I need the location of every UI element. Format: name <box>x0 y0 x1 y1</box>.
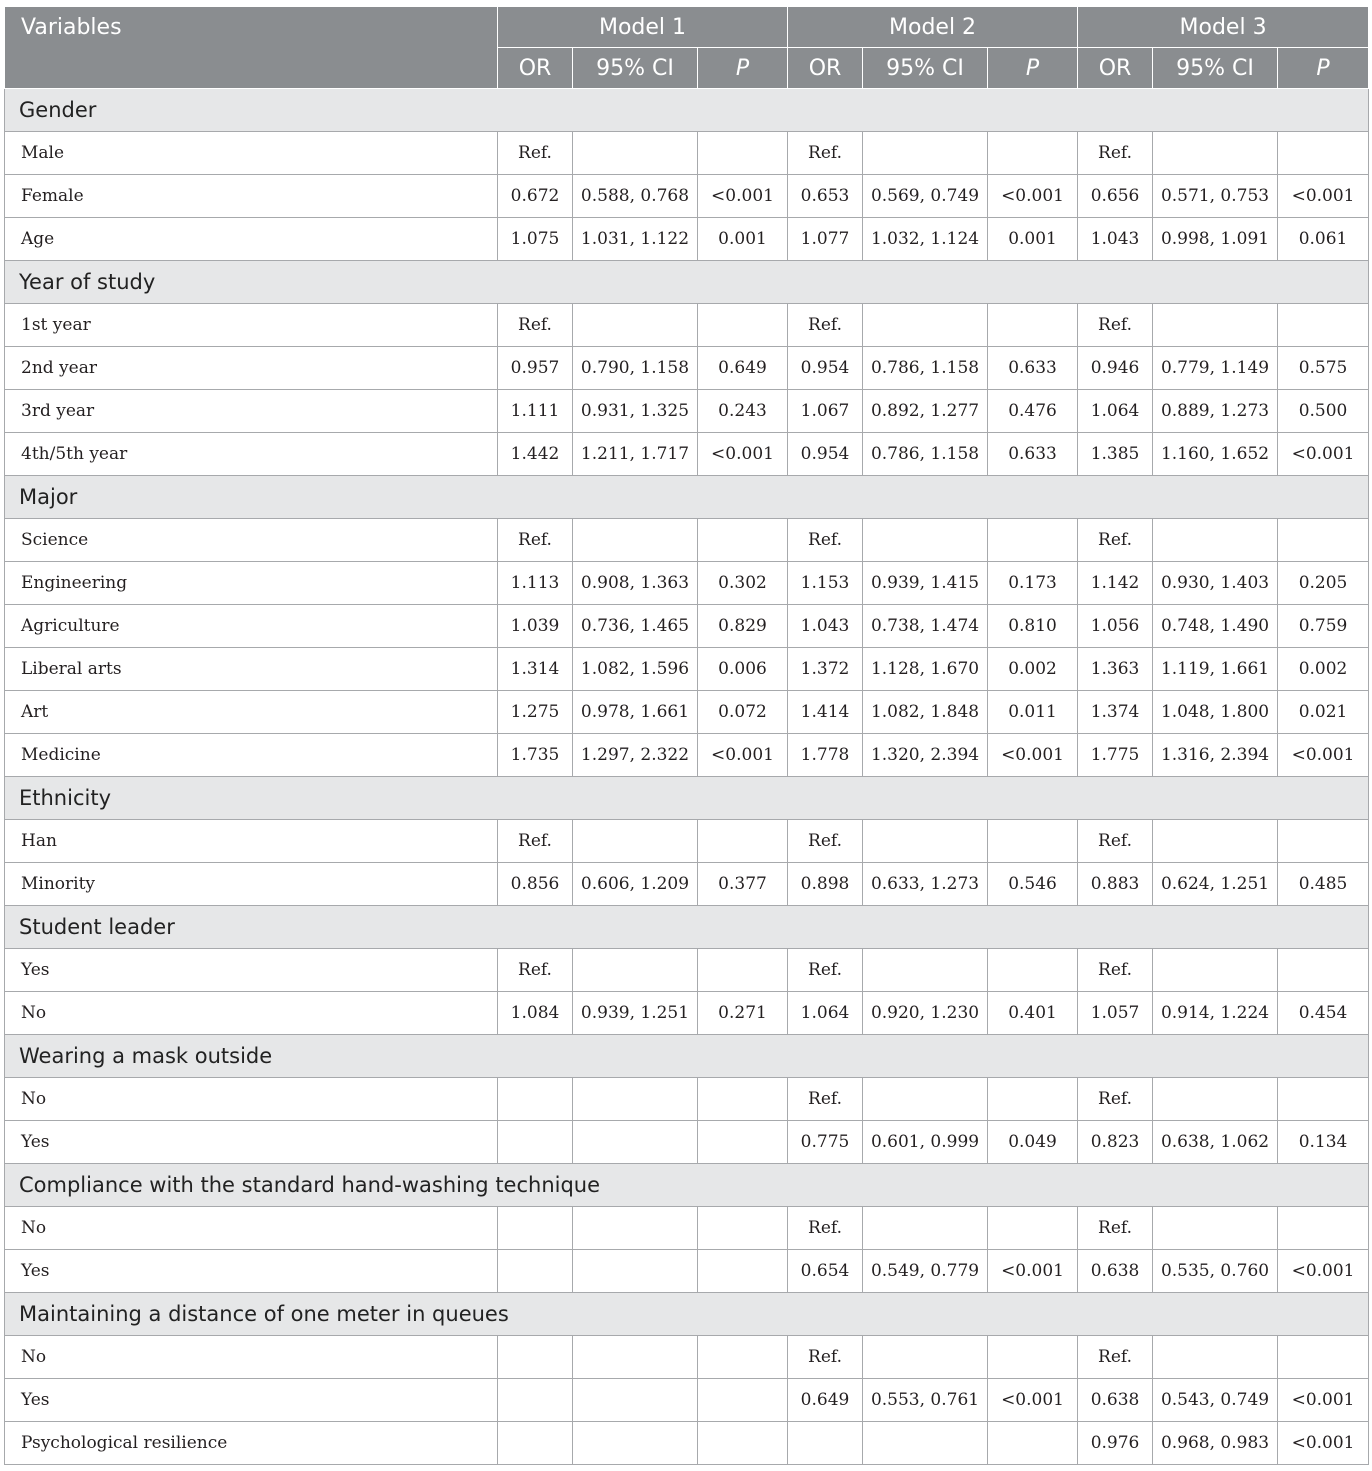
m1-or-cell: Ref. <box>498 132 573 175</box>
section-title: Year of study <box>5 261 1369 304</box>
m1-ci-cell <box>573 519 698 562</box>
m1-ci-cell: 1.211, 1.717 <box>573 433 698 476</box>
m3-ci-cell <box>1153 304 1278 347</box>
m1-p-cell: 0.829 <box>698 605 788 648</box>
m2-or-cell: 1.414 <box>788 691 863 734</box>
m1-p-cell <box>698 1121 788 1164</box>
m2-or-cell: Ref. <box>788 1207 863 1250</box>
m1-ci-cell: 0.978, 1.661 <box>573 691 698 734</box>
m2-or-cell: 0.649 <box>788 1379 863 1422</box>
m1-p-cell: <0.001 <box>698 175 788 218</box>
m1-p-cell: 0.243 <box>698 390 788 433</box>
table-row <box>5 562 1369 605</box>
m2-ci-cell: 0.786, 1.158 <box>863 347 988 390</box>
table-row <box>5 132 1369 175</box>
m2-ci-cell: 1.032, 1.124 <box>863 218 988 261</box>
table-row <box>5 304 1369 347</box>
m2-p-cell <box>988 949 1078 992</box>
header-row-models <box>5 7 1369 48</box>
m1-p-cell <box>698 132 788 175</box>
m1-ci-cell: 0.931, 1.325 <box>573 390 698 433</box>
m2-or-cell: 1.077 <box>788 218 863 261</box>
m2-or-cell: 0.775 <box>788 1121 863 1164</box>
variable-label: No <box>5 1207 498 1250</box>
section-header-row <box>5 1293 1369 1336</box>
m3-p-cell: 0.061 <box>1278 218 1369 261</box>
m3-ci-cell: 0.914, 1.224 <box>1153 992 1278 1035</box>
m2-p-cell <box>988 1207 1078 1250</box>
m3-or-cell: 1.385 <box>1078 433 1153 476</box>
table-row <box>5 648 1369 691</box>
variable-label: Art <box>5 691 498 734</box>
m2-p-cell: 0.401 <box>988 992 1078 1035</box>
m1-ci-cell <box>573 820 698 863</box>
m1-p-cell: 0.377 <box>698 863 788 906</box>
m1-or-cell: 1.735 <box>498 734 573 777</box>
m1-or-cell <box>498 1121 573 1164</box>
m3-or-cell: 0.976 <box>1078 1422 1153 1465</box>
table-row <box>5 218 1369 261</box>
section-header-row <box>5 906 1369 949</box>
m1-ci-cell <box>573 304 698 347</box>
section-header-row <box>5 1035 1369 1078</box>
header-ci: 95% CI <box>573 48 698 89</box>
table-row <box>5 1379 1369 1422</box>
m2-p-cell: 0.173 <box>988 562 1078 605</box>
m2-ci-cell: 0.569, 0.749 <box>863 175 988 218</box>
m3-or-cell: 0.656 <box>1078 175 1153 218</box>
m3-or-cell: 1.056 <box>1078 605 1153 648</box>
variable-label: Yes <box>5 949 498 992</box>
m2-ci-cell: 0.601, 0.999 <box>863 1121 988 1164</box>
variable-label: Han <box>5 820 498 863</box>
m2-p-cell: <0.001 <box>988 1250 1078 1293</box>
m1-ci-cell: 0.736, 1.465 <box>573 605 698 648</box>
header-or: OR <box>1078 48 1153 89</box>
m1-or-cell <box>498 1078 573 1121</box>
m1-ci-cell: 1.031, 1.122 <box>573 218 698 261</box>
m3-ci-cell <box>1153 519 1278 562</box>
m2-or-cell: Ref. <box>788 820 863 863</box>
m3-ci-cell: 1.160, 1.652 <box>1153 433 1278 476</box>
m3-p-cell: <0.001 <box>1278 1250 1369 1293</box>
m2-or-cell: Ref. <box>788 519 863 562</box>
table-row <box>5 1336 1369 1379</box>
m3-or-cell: Ref. <box>1078 519 1153 562</box>
m2-p-cell: <0.001 <box>988 734 1078 777</box>
m2-or-cell: 1.778 <box>788 734 863 777</box>
m1-or-cell <box>498 1422 573 1465</box>
m1-p-cell <box>698 519 788 562</box>
header-p: P <box>988 48 1078 89</box>
m2-p-cell: 0.001 <box>988 218 1078 261</box>
variable-label: Yes <box>5 1379 498 1422</box>
m1-or-cell: 1.275 <box>498 691 573 734</box>
m3-ci-cell <box>1153 1078 1278 1121</box>
m2-ci-cell: 0.786, 1.158 <box>863 433 988 476</box>
m1-p-cell: <0.001 <box>698 734 788 777</box>
variable-label: 3rd year <box>5 390 498 433</box>
m2-or-cell: 1.043 <box>788 605 863 648</box>
m1-p-cell: 0.302 <box>698 562 788 605</box>
variable-label: Medicine <box>5 734 498 777</box>
m3-p-cell: <0.001 <box>1278 1422 1369 1465</box>
m3-p-cell <box>1278 1336 1369 1379</box>
m3-p-cell: 0.500 <box>1278 390 1369 433</box>
m2-or-cell: Ref. <box>788 132 863 175</box>
variable-label: Minority <box>5 863 498 906</box>
m2-or-cell: 0.954 <box>788 347 863 390</box>
m2-or-cell: Ref. <box>788 304 863 347</box>
m1-or-cell: 1.314 <box>498 648 573 691</box>
m3-p-cell: <0.001 <box>1278 734 1369 777</box>
m1-p-cell <box>698 304 788 347</box>
m2-ci-cell <box>863 1207 988 1250</box>
m3-ci-cell <box>1153 820 1278 863</box>
m2-or-cell: Ref. <box>788 949 863 992</box>
table-row <box>5 992 1369 1035</box>
m3-p-cell <box>1278 304 1369 347</box>
m3-p-cell: 0.205 <box>1278 562 1369 605</box>
m1-or-cell <box>498 1207 573 1250</box>
m3-or-cell: Ref. <box>1078 304 1153 347</box>
m1-ci-cell: 0.939, 1.251 <box>573 992 698 1035</box>
m3-p-cell: <0.001 <box>1278 433 1369 476</box>
m2-ci-cell <box>863 519 988 562</box>
section-title: Major <box>5 476 1369 519</box>
m3-ci-cell <box>1153 1336 1278 1379</box>
m2-ci-cell: 0.549, 0.779 <box>863 1250 988 1293</box>
section-header-row <box>5 777 1369 820</box>
m2-ci-cell: 1.128, 1.670 <box>863 648 988 691</box>
variable-label: No <box>5 1336 498 1379</box>
m1-ci-cell: 0.790, 1.158 <box>573 347 698 390</box>
header-ci: 95% CI <box>1153 48 1278 89</box>
m1-or-cell: 1.113 <box>498 562 573 605</box>
variable-label: Yes <box>5 1250 498 1293</box>
m1-p-cell <box>698 820 788 863</box>
m2-p-cell: 0.002 <box>988 648 1078 691</box>
section-title: Wearing a mask outside <box>5 1035 1369 1078</box>
m1-or-cell: 1.075 <box>498 218 573 261</box>
m3-p-cell: 0.759 <box>1278 605 1369 648</box>
m3-p-cell: 0.002 <box>1278 648 1369 691</box>
m2-p-cell: <0.001 <box>988 1379 1078 1422</box>
m3-ci-cell <box>1153 1207 1278 1250</box>
m3-p-cell <box>1278 519 1369 562</box>
m2-ci-cell: 1.082, 1.848 <box>863 691 988 734</box>
m2-p-cell <box>988 1078 1078 1121</box>
m3-ci-cell: 1.048, 1.800 <box>1153 691 1278 734</box>
m3-or-cell: 0.638 <box>1078 1379 1153 1422</box>
m1-p-cell: 0.271 <box>698 992 788 1035</box>
m2-p-cell <box>988 1336 1078 1379</box>
section-title: Gender <box>5 89 1369 132</box>
m3-ci-cell: 0.535, 0.760 <box>1153 1250 1278 1293</box>
m2-ci-cell: 1.320, 2.394 <box>863 734 988 777</box>
m3-p-cell: <0.001 <box>1278 175 1369 218</box>
variable-label: Agriculture <box>5 605 498 648</box>
m1-ci-cell: 0.606, 1.209 <box>573 863 698 906</box>
m3-p-cell: 0.021 <box>1278 691 1369 734</box>
table-row <box>5 605 1369 648</box>
header-model-3: Model 3 <box>1078 7 1369 48</box>
m2-ci-cell: 0.920, 1.230 <box>863 992 988 1035</box>
m1-or-cell: Ref. <box>498 304 573 347</box>
section-title: Student leader <box>5 906 1369 949</box>
m3-or-cell: 0.638 <box>1078 1250 1153 1293</box>
table-row <box>5 949 1369 992</box>
m3-ci-cell <box>1153 949 1278 992</box>
m3-or-cell: 0.823 <box>1078 1121 1153 1164</box>
m1-ci-cell <box>573 1121 698 1164</box>
m1-or-cell: 0.672 <box>498 175 573 218</box>
m3-ci-cell: 0.543, 0.749 <box>1153 1379 1278 1422</box>
m1-p-cell: 0.649 <box>698 347 788 390</box>
m1-ci-cell <box>573 1336 698 1379</box>
m3-p-cell: 0.485 <box>1278 863 1369 906</box>
m3-or-cell: 0.946 <box>1078 347 1153 390</box>
variable-label: Engineering <box>5 562 498 605</box>
m1-ci-cell: 1.297, 2.322 <box>573 734 698 777</box>
table-row <box>5 1207 1369 1250</box>
m1-p-cell <box>698 1250 788 1293</box>
m1-ci-cell <box>573 1078 698 1121</box>
table-row <box>5 390 1369 433</box>
variable-label: No <box>5 992 498 1035</box>
m1-or-cell: 1.084 <box>498 992 573 1035</box>
m1-p-cell: 0.006 <box>698 648 788 691</box>
m3-ci-cell: 0.571, 0.753 <box>1153 175 1278 218</box>
m1-or-cell: 0.856 <box>498 863 573 906</box>
m2-p-cell: <0.001 <box>988 175 1078 218</box>
header-model-1: Model 1 <box>498 7 788 48</box>
variable-label: Age <box>5 218 498 261</box>
m3-ci-cell: 0.889, 1.273 <box>1153 390 1278 433</box>
m1-ci-cell: 0.908, 1.363 <box>573 562 698 605</box>
m2-p-cell: 0.633 <box>988 433 1078 476</box>
m2-p-cell: 0.011 <box>988 691 1078 734</box>
m3-or-cell: 1.775 <box>1078 734 1153 777</box>
m2-ci-cell: 0.738, 1.474 <box>863 605 988 648</box>
section-header-row <box>5 89 1369 132</box>
m1-ci-cell: 1.082, 1.596 <box>573 648 698 691</box>
m2-or-cell: 0.898 <box>788 863 863 906</box>
variable-label: Male <box>5 132 498 175</box>
header-ci: 95% CI <box>863 48 988 89</box>
m3-or-cell: 1.043 <box>1078 218 1153 261</box>
m2-p-cell: 0.049 <box>988 1121 1078 1164</box>
table-row <box>5 1422 1369 1465</box>
section-header-row <box>5 1164 1369 1207</box>
m1-p-cell <box>698 1078 788 1121</box>
m1-or-cell <box>498 1336 573 1379</box>
m3-or-cell: Ref. <box>1078 820 1153 863</box>
m1-or-cell <box>498 1250 573 1293</box>
m2-p-cell <box>988 820 1078 863</box>
m1-p-cell: 0.001 <box>698 218 788 261</box>
variable-label: Science <box>5 519 498 562</box>
table-row <box>5 1078 1369 1121</box>
m2-p-cell <box>988 519 1078 562</box>
m3-p-cell <box>1278 1207 1369 1250</box>
m2-p-cell: 0.633 <box>988 347 1078 390</box>
section-title: Ethnicity <box>5 777 1369 820</box>
variable-label: No <box>5 1078 498 1121</box>
m1-ci-cell: 0.588, 0.768 <box>573 175 698 218</box>
section-title: Maintaining a distance of one meter in queues <box>5 1293 1369 1336</box>
m2-or-cell: 1.153 <box>788 562 863 605</box>
m3-ci-cell: 0.779, 1.149 <box>1153 347 1278 390</box>
m3-or-cell: 1.374 <box>1078 691 1153 734</box>
section-header-row <box>5 261 1369 304</box>
m3-ci-cell: 1.316, 2.394 <box>1153 734 1278 777</box>
m3-p-cell <box>1278 949 1369 992</box>
m2-or-cell: 0.653 <box>788 175 863 218</box>
m3-or-cell: 0.883 <box>1078 863 1153 906</box>
m3-ci-cell <box>1153 132 1278 175</box>
m2-p-cell <box>988 304 1078 347</box>
m1-p-cell <box>698 1336 788 1379</box>
m1-p-cell: 0.072 <box>698 691 788 734</box>
table-row <box>5 691 1369 734</box>
m3-ci-cell: 0.748, 1.490 <box>1153 605 1278 648</box>
variable-label: 4th/5th year <box>5 433 498 476</box>
table-row <box>5 820 1369 863</box>
header-or: OR <box>788 48 863 89</box>
table-row <box>5 863 1369 906</box>
m2-or-cell: 1.372 <box>788 648 863 691</box>
header-p: P <box>698 48 788 89</box>
m3-p-cell <box>1278 820 1369 863</box>
m3-ci-cell: 0.968, 0.983 <box>1153 1422 1278 1465</box>
m2-or-cell: 0.954 <box>788 433 863 476</box>
header-p: P <box>1278 48 1369 89</box>
m2-ci-cell <box>863 1078 988 1121</box>
m1-or-cell: Ref. <box>498 949 573 992</box>
m1-p-cell <box>698 1422 788 1465</box>
m3-p-cell: <0.001 <box>1278 1379 1369 1422</box>
m2-ci-cell <box>863 304 988 347</box>
m1-or-cell: 1.111 <box>498 390 573 433</box>
m2-or-cell: Ref. <box>788 1078 863 1121</box>
m2-p-cell <box>988 1422 1078 1465</box>
variable-label: Psychological resilience <box>5 1422 498 1465</box>
m3-or-cell: Ref. <box>1078 132 1153 175</box>
m1-ci-cell <box>573 1250 698 1293</box>
table-row <box>5 433 1369 476</box>
table-row <box>5 175 1369 218</box>
m2-p-cell: 0.476 <box>988 390 1078 433</box>
variable-label: 2nd year <box>5 347 498 390</box>
variable-label: Yes <box>5 1121 498 1164</box>
variable-label: Liberal arts <box>5 648 498 691</box>
m3-or-cell: 1.363 <box>1078 648 1153 691</box>
m2-ci-cell <box>863 820 988 863</box>
m1-p-cell <box>698 1207 788 1250</box>
m1-ci-cell <box>573 132 698 175</box>
m3-ci-cell: 0.930, 1.403 <box>1153 562 1278 605</box>
table-row <box>5 1250 1369 1293</box>
m2-ci-cell <box>863 949 988 992</box>
m2-ci-cell <box>863 1336 988 1379</box>
m1-p-cell <box>698 1379 788 1422</box>
variable-label: Female <box>5 175 498 218</box>
m2-p-cell: 0.810 <box>988 605 1078 648</box>
m2-p-cell: 0.546 <box>988 863 1078 906</box>
table-body <box>5 89 1369 1465</box>
m3-or-cell: Ref. <box>1078 949 1153 992</box>
m1-p-cell <box>698 949 788 992</box>
m3-or-cell: Ref. <box>1078 1336 1153 1379</box>
m3-ci-cell: 1.119, 1.661 <box>1153 648 1278 691</box>
variable-label: 1st year <box>5 304 498 347</box>
m1-or-cell: 0.957 <box>498 347 573 390</box>
m1-p-cell: <0.001 <box>698 433 788 476</box>
m3-p-cell <box>1278 132 1369 175</box>
m2-or-cell: Ref. <box>788 1336 863 1379</box>
header-or: OR <box>498 48 573 89</box>
header-model-2: Model 2 <box>788 7 1078 48</box>
table-row <box>5 347 1369 390</box>
m3-p-cell: 0.454 <box>1278 992 1369 1035</box>
m1-or-cell: 1.039 <box>498 605 573 648</box>
m2-ci-cell: 0.939, 1.415 <box>863 562 988 605</box>
m2-ci-cell: 0.892, 1.277 <box>863 390 988 433</box>
m2-ci-cell: 0.553, 0.761 <box>863 1379 988 1422</box>
m3-p-cell: 0.575 <box>1278 347 1369 390</box>
m3-or-cell: 1.064 <box>1078 390 1153 433</box>
m2-ci-cell <box>863 132 988 175</box>
header-variables: Variables <box>5 7 498 89</box>
odds-ratio-table <box>4 6 1369 1465</box>
m2-p-cell <box>988 132 1078 175</box>
m1-or-cell: Ref. <box>498 820 573 863</box>
m3-p-cell: 0.134 <box>1278 1121 1369 1164</box>
section-title: Compliance with the standard hand-washing technique <box>5 1164 1369 1207</box>
m1-or-cell: 1.442 <box>498 433 573 476</box>
table-row <box>5 734 1369 777</box>
m2-ci-cell: 0.633, 1.273 <box>863 863 988 906</box>
m3-or-cell: Ref. <box>1078 1207 1153 1250</box>
m3-ci-cell: 0.638, 1.062 <box>1153 1121 1278 1164</box>
m2-ci-cell <box>863 1422 988 1465</box>
m1-ci-cell <box>573 949 698 992</box>
m3-or-cell: Ref. <box>1078 1078 1153 1121</box>
m1-ci-cell <box>573 1379 698 1422</box>
m1-ci-cell <box>573 1207 698 1250</box>
m1-ci-cell <box>573 1422 698 1465</box>
m3-ci-cell: 0.624, 1.251 <box>1153 863 1278 906</box>
m1-or-cell <box>498 1379 573 1422</box>
section-header-row <box>5 476 1369 519</box>
m2-or-cell: 1.064 <box>788 992 863 1035</box>
table-row <box>5 1121 1369 1164</box>
m2-or-cell <box>788 1422 863 1465</box>
m3-p-cell <box>1278 1078 1369 1121</box>
m3-or-cell: 1.142 <box>1078 562 1153 605</box>
m2-or-cell: 0.654 <box>788 1250 863 1293</box>
m2-or-cell: 1.067 <box>788 390 863 433</box>
m3-or-cell: 1.057 <box>1078 992 1153 1035</box>
m1-or-cell: Ref. <box>498 519 573 562</box>
m3-ci-cell: 0.998, 1.091 <box>1153 218 1278 261</box>
table-row <box>5 519 1369 562</box>
